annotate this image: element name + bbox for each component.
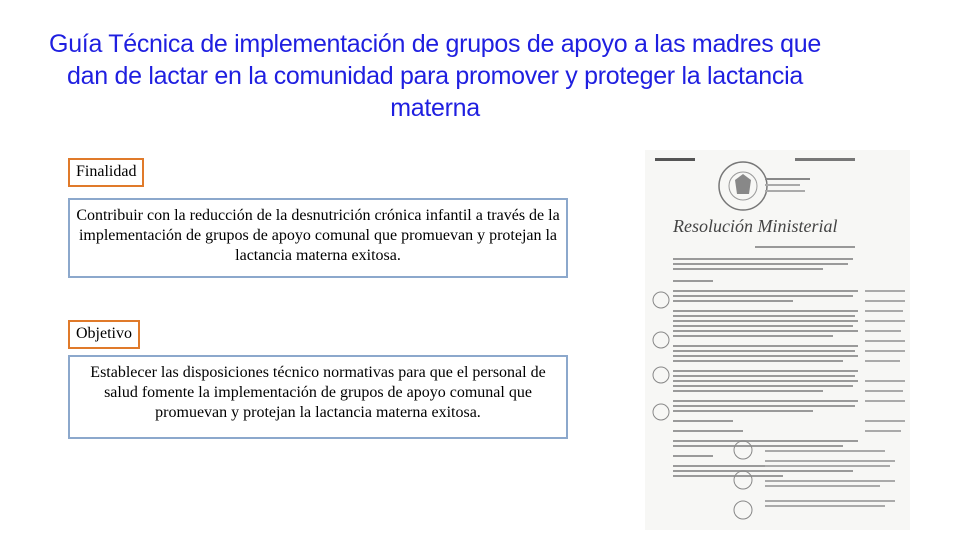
- finalidad-text: Contribuir con la reducción de la desnutrición crónica infantil a través de la implementación de grupos de apoyo comunal que promuevan y protejan la lactancia materna exitosa.: [68, 198, 568, 278]
- objetivo-text: Establecer las disposiciones técnico normativas para que el personal de salud fomente la implementación de grupos de apoyo comunal que promuevan y protejan la lactancia materna exitosa.: [68, 355, 568, 439]
- svg-text:Resolución Ministerial: Resolución Ministerial: [673, 216, 838, 236]
- finalidad-label: Finalidad: [68, 158, 144, 187]
- objetivo-label: Objetivo: [68, 320, 140, 349]
- resolucion-ministerial-image: [645, 150, 910, 530]
- slide-title: Guía Técnica de implementación de grupos de apoyo a las madres que dan de lactar en la comunidad para promover y proteger la lactancia materna: [49, 30, 821, 122]
